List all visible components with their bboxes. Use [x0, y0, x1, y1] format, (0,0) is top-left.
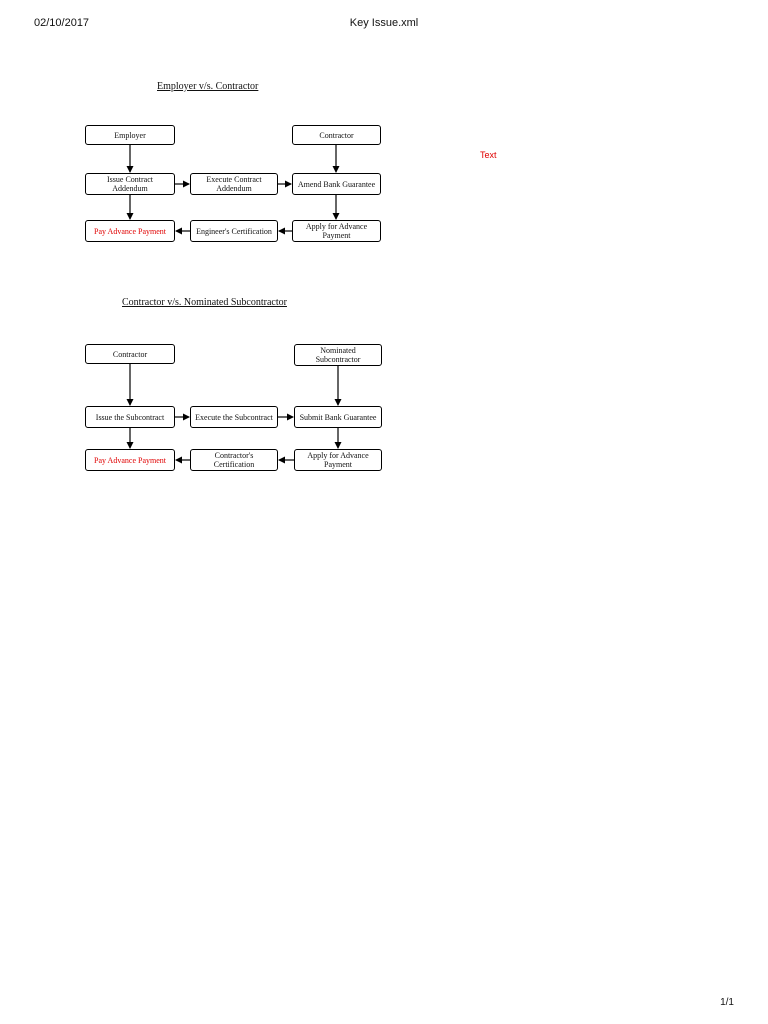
d2-execute-label: Execute the Subcontract: [195, 412, 273, 422]
d1-contractor-label: Contractor: [319, 130, 354, 140]
page-counter: 1/1: [720, 997, 734, 1008]
d1-pay-label: Pay Advance Payment: [94, 226, 166, 236]
d1-employer-label: Employer: [114, 130, 146, 140]
d1-apply-label: Apply for Advance Payment: [305, 222, 368, 240]
d1-issue-label: Issue Contract Addendum: [107, 175, 153, 193]
diagram1-title: Employer v/s. Contractor: [157, 81, 259, 92]
document-title: Key Issue.xml: [349, 17, 419, 29]
d2-apply-label: Apply for Advance Payment: [307, 451, 369, 469]
d2-issue-label: Issue the Subcontract: [95, 412, 165, 422]
d2-cert-label: Contractor's Certification: [213, 451, 255, 469]
d1-amend-label: Amend Bank Guarantee: [297, 179, 376, 189]
diagram2-title: Contractor v/s. Nominated Subcontractor: [122, 297, 287, 308]
d2-pay-label: Pay Advance Payment: [94, 455, 166, 465]
d2-nominated-label: Nominated Subcontractor: [315, 346, 361, 364]
d1-execute-label: Execute Contract Addendum: [206, 175, 262, 193]
d2-submit-label: Submit Bank Guarantee: [299, 412, 377, 422]
d1-cert-label: Engineer's Certification: [196, 226, 272, 236]
side-text-label: Text: [480, 150, 497, 160]
print-date: 02/10/2017: [34, 17, 90, 29]
d2-contractor-label: Contractor: [112, 349, 148, 359]
